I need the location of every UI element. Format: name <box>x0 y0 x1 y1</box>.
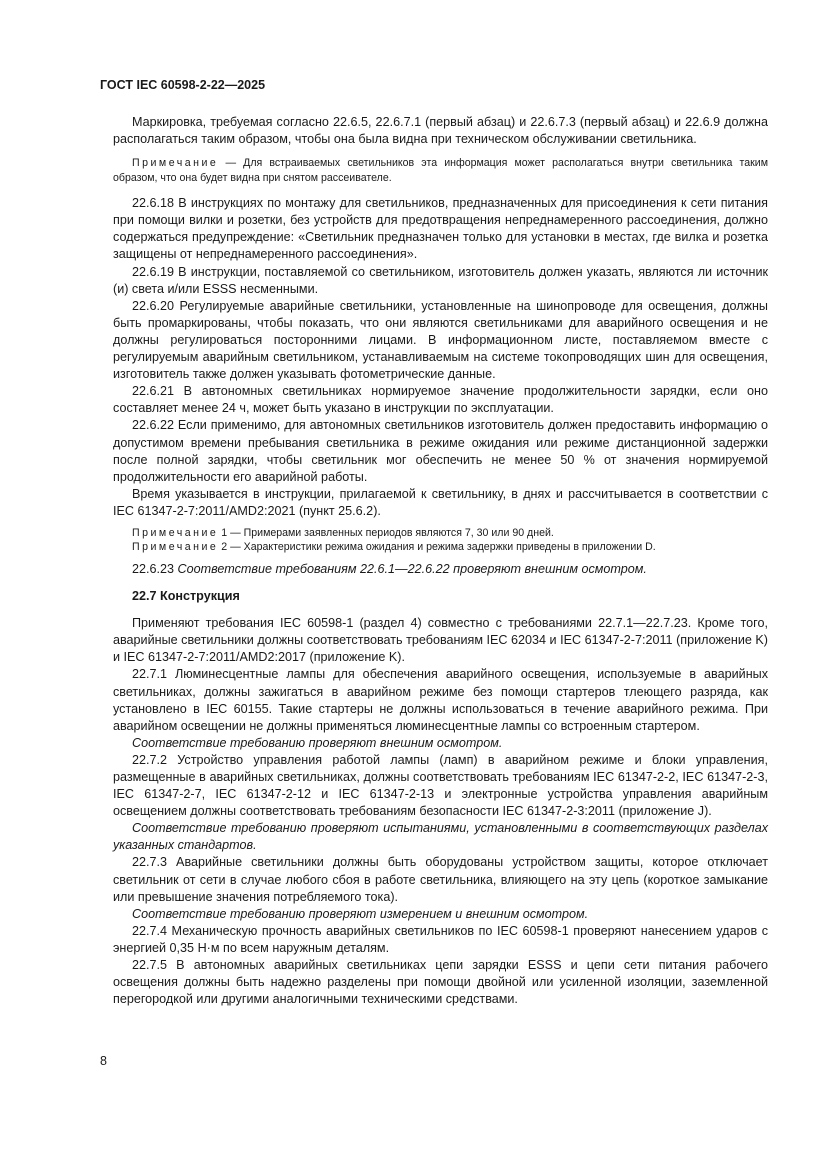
paragraph-22-6-22: 22.6.22 Если применимо, для автономных светильников изготовитель должен предоставить информацию о допустимом времени пребывания светильника в режиме ожидания или режиме дистанционной задержки после полной зарядки, чтобы светильник мог обеспечить не менее 50 % от значения нормируемой продолжительности его аварийной работы. <box>113 418 768 484</box>
compliance-22-7-1: Соответствие требованию проверяют внешним осмотром. <box>132 735 503 750</box>
paragraph-22-6-23 <box>113 561 768 578</box>
paragraph-marking: Маркировка, требуемая согласно 22.6.5, 22.6.7.1 (первый абзац) и 22.6.7.3 (первый абзац) и 22.6.9 должна располагаться таким образом, чтобы она была видна при техническом обслуживании светильника. <box>113 115 768 147</box>
document-body <box>113 114 768 1008</box>
paragraph-22-6-21: 22.6.21 В автономных светильниках нормируемое значение продолжительности зарядки, если оно составляет менее 24 ч, может быть указано в инструкции по эксплуатации. <box>113 384 768 416</box>
paragraph-22-7-3: 22.7.3 Аварийные светильники должны быть оборудованы устройством защиты, которое отключает светильник от сети в случае любого сбоя в работе светильника, влияющего на эту цепь (короткое замыкание или превышение значения потребляемого тока). <box>113 855 768 904</box>
note-text: — Для встраиваемых светильников эта информация может располагаться внутри светильника таким образом, что она будет видна при снятом рассеивателе. <box>113 157 768 184</box>
document-header: ГОСТ IEC 60598-2-22—2025 <box>100 78 266 92</box>
note-text: 2 — Характеристики режима ожидания и режима задержки приведены в приложении D. <box>218 541 656 554</box>
note-label: Примечание <box>132 157 219 170</box>
note-text: 1 — Примерами заявленных периодов являются 7, 30 или 90 дней. <box>218 526 554 539</box>
note-label: Примечание <box>132 541 219 554</box>
paragraph-22-6-19: 22.6.19 В инструкции, поставляемой со светильником, изготовитель должен указать, являются ли источник (и) света и/или ESSS несменными. <box>113 264 768 296</box>
note-2 <box>113 540 768 555</box>
note-recessed <box>113 156 768 185</box>
note-label: Примечание <box>132 526 219 539</box>
paragraph-22-7-intro: Применяют требования IEC 60598-1 (раздел 4) совместно с требованиями 22.7.1—22.7.23. Кроме того, аварийные светильники должны соответствовать требованиям IEC 62034 и IEC 61347-2-7:2011 (приложение K) и IEC 61347-2-7:2011/AMD2:2017 (приложение K). <box>113 616 768 665</box>
compliance-22-7-2: Соответствие требованию проверяют испытаниями, установленными в соответствующих разделах указанных стандартов. <box>113 821 768 853</box>
paragraph-time-note: Время указывается в инструкции, прилагаемой к светильнику, в днях и рассчитывается в соответствии с IEC 61347-2-7:2011/AMD2:2021 (пункт 25.6.2). <box>113 486 768 518</box>
paragraph-22-6-18: 22.6.18 В инструкциях по монтажу для светильников, предназначенных для присоединения к сети питания при помощи вилки и розетки, без устройств для предотвращения непреднамеренного рассоединения, должно содержаться предупреждение: «Светильник предназначен только для установки в местах, где вилка и розетка защищены от непреднамеренного рассоединения». <box>113 196 768 262</box>
paragraph-22-7-2: 22.7.2 Устройство управления работой лампы (ламп) в аварийном режиме и блоки управления, размещенные в аварийных светильниках, должны соответствовать требованиям IEC 61347-2-2, IEC 61347-2-3, IEC 61347-2-7, IEC 61347-2-12 и IEC 61347-2-13 и электронные устройства управления аварийным освещением должны соответствовать требованиям безопасности IEC 61347-2-3:2011 (приложение J). <box>113 752 768 819</box>
page-number: 8 <box>100 1054 107 1068</box>
paragraph-22-7-4: 22.7.4 Механическую прочность аварийных светильников по IEC 60598-1 проверяют нанесением ударов с энергией 0,35 Н·м по всем наружным деталям. <box>113 923 768 955</box>
clause-number: 22.6.23 <box>132 561 178 576</box>
paragraph-22-7-1: 22.7.1 Люминесцентные лампы для обеспечения аварийного освещения, используемые в аварийных светильниках, должны зажигаться в аварийном режиме без помощи стартеров тлеющего разряда, как установлено в IEC 60155. Такие стартеры не должны использоваться в течение аварийного режима. При аварийном освещении не должны применяться люминесцентные лампы со встроенным стартером. <box>113 667 768 733</box>
section-heading-22-7: 22.7 Конструкция <box>132 589 240 604</box>
paragraph-22-6-20: 22.6.20 Регулируемые аварийные светильники, установленные на шинопроводе для освещения, должны быть промаркированы, чтобы показать, что они являются светильниками для аварийного освещения и не должны регулироваться посторонними лицами. В информационном листе, поставляемом вместе с регулируемым аварийным светильником, устанавливаемым на системе токопроводящих шин для освещения, изготовитель также должен указывать фотометрические данные. <box>113 298 768 382</box>
compliance-22-7-3: Соответствие требованию проверяют измерением и внешним осмотром. <box>132 906 589 921</box>
note-1 <box>113 526 768 541</box>
paragraph-22-7-5: 22.7.5 В автономных аварийных светильниках цепи зарядки ESSS и цепи сети питания рабочего освещения должны быть надежно разделены при помощи двойной или усиленной изоляции, заземленной перегородкой или другими аналогичными техническими средствами. <box>113 958 768 1007</box>
compliance-text: Соответствие требованиям 22.6.1—22.6.22 проверяют внешним осмотром. <box>177 561 647 576</box>
